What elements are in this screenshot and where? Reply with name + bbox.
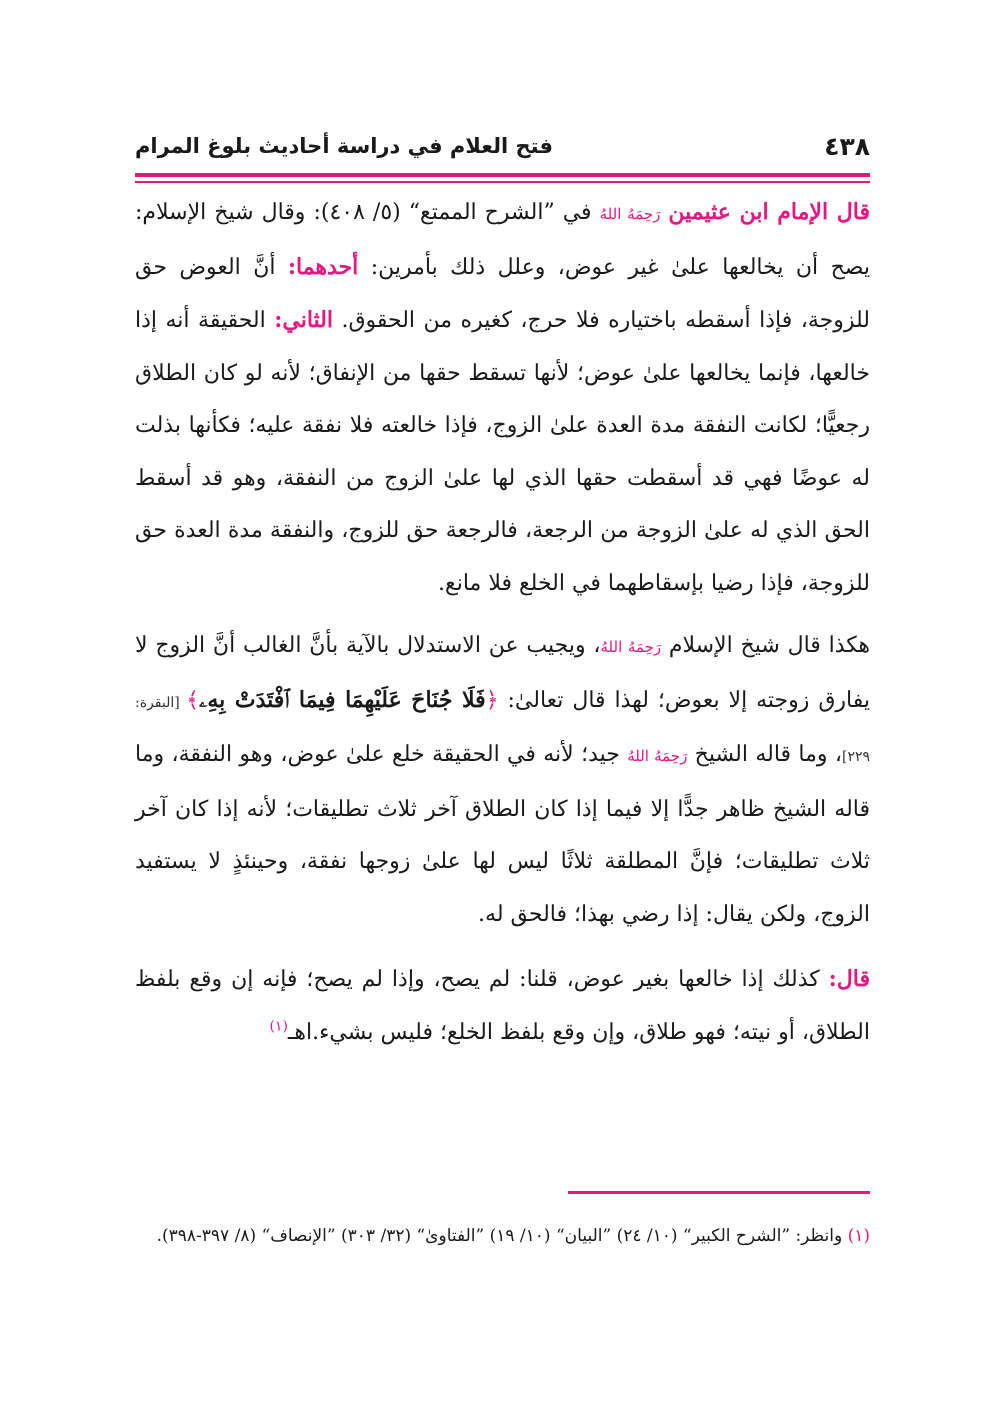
header-rule-thin	[135, 181, 870, 183]
paragraph-2	[135, 620, 870, 941]
text-span: ، وما قاله الشيخ	[687, 742, 842, 767]
second-point-label: الثاني:	[274, 307, 333, 333]
page-header	[135, 128, 870, 172]
honorific: رَحِمَهُ اللهُ	[627, 747, 688, 765]
first-point-label: أحدهما:	[287, 253, 359, 280]
footnote	[135, 1218, 870, 1254]
main-text	[135, 186, 870, 1059]
text-span: ، ويجيب عن الاستدلال بالآية بأنَّ الغالب أنَّ الزوج لا يفارق زوجته إلا بعوض؛ لهذا قال تعالىٰ:	[135, 633, 870, 713]
verse-reference: [البقرة: ٢٢٩]	[135, 694, 870, 765]
text-span: هكذا قال شيخ الإسلام	[661, 633, 871, 658]
paragraph-1	[135, 186, 870, 610]
text-span: في ”الشرح الممتع“ (٥/ ٤٠٨): وقال شيخ الإسلام: يصح أن يخالعها علىٰ غير عوض، وعلل ذلك بأمرين:	[135, 200, 870, 280]
speaker-label: قال:	[828, 966, 870, 992]
footnote-1	[135, 1218, 870, 1254]
text-span: كذلك إذا خالعها بغير عوض، قلنا: لم يصح، وإذا لم يصح؛ فإنه إن وقع بلفظ الطلاق، أو نيته؛ فهو طلاق، وإن وقع بلفظ الخلع؛ فليس بشيء.اهـ	[135, 967, 870, 1045]
speaker-label: قال الإمام ابن عثيمين	[668, 199, 870, 225]
footnote-separator	[568, 1191, 870, 1194]
header-rule-thick	[135, 173, 870, 177]
text-span: جيد؛ لأنه في الحقيقة خلع علىٰ عوض، وهو النفقة، وما قاله الشيخ ظاهر جدًّا إلا فيما إذا كان الطلاق آخر ثلاث تطليقات؛ لأنه إذا كان آخر ثلاث تطليقات؛ فإنَّ المطلقة ثلاثًا ليس لها علىٰ زوجها نفقة، وحينئذٍ لا يستفيد الزوج، ولكن يقال: إذا رضي بهذا؛ فالحق له.	[135, 742, 870, 927]
page-number: ٤٣٨	[824, 132, 870, 161]
footnote-marker: (١)	[269, 1018, 288, 1035]
quran-bracket-open: ﴿	[485, 687, 499, 713]
book-title: فتح العلام في دراسة أحاديث بلوغ المرام	[135, 134, 553, 158]
footnote-number: (١)	[847, 1226, 870, 1246]
text-span: أنَّ العوض حق للزوجة، فإذا أسقطه باختياره فلا حرج، كغيره من الحقوق.	[135, 254, 870, 333]
footnote-text: وانظر: ”الشرح الكبير“ (١٠/ ٢٤) ”البيان“ (١٠/ ١٩) ”الفتاوىٰ“ (٣٢/ ٣٠٣) ”الإنصاف“ (٨/ ٣٩٧-٣٩٨).	[156, 1226, 848, 1246]
honorific: رَحِمَهُ اللهُ	[600, 638, 662, 656]
paragraph-3	[135, 953, 870, 1059]
text-span: الحقيقة أنه إذا خالعها، فإنما يخالعها علىٰ عوض؛ لأنها تسقط حقها من الإنفاق؛ لأنه لو كان الطلاق رجعيًّا؛ لكانت النفقة مدة العدة علىٰ الزوج، فإذا خالعته فلا نفقة عليه؛ فكأنها بذلت له عوضًا فهي قد أسقطت حقها الذي لها علىٰ الزوج من النفقة، وهو قد أسقط الحق الذي له علىٰ الزوجة من الرجعة، فالرجعة حق للزوج، والنفقة مدة العدة حق للزوجة، فإذا رضيا بإسقاطهما في الخلع فلا مانع.	[135, 308, 870, 596]
quran-verse: فَلَا جُنَاحَ عَلَيْهِمَا فِيمَا ٱفْتَدَتْ بِهِۦ	[198, 686, 486, 713]
honorific: رَحِمَهُ اللهُ	[599, 205, 661, 223]
quran-bracket-close: ﴾	[186, 687, 199, 713]
